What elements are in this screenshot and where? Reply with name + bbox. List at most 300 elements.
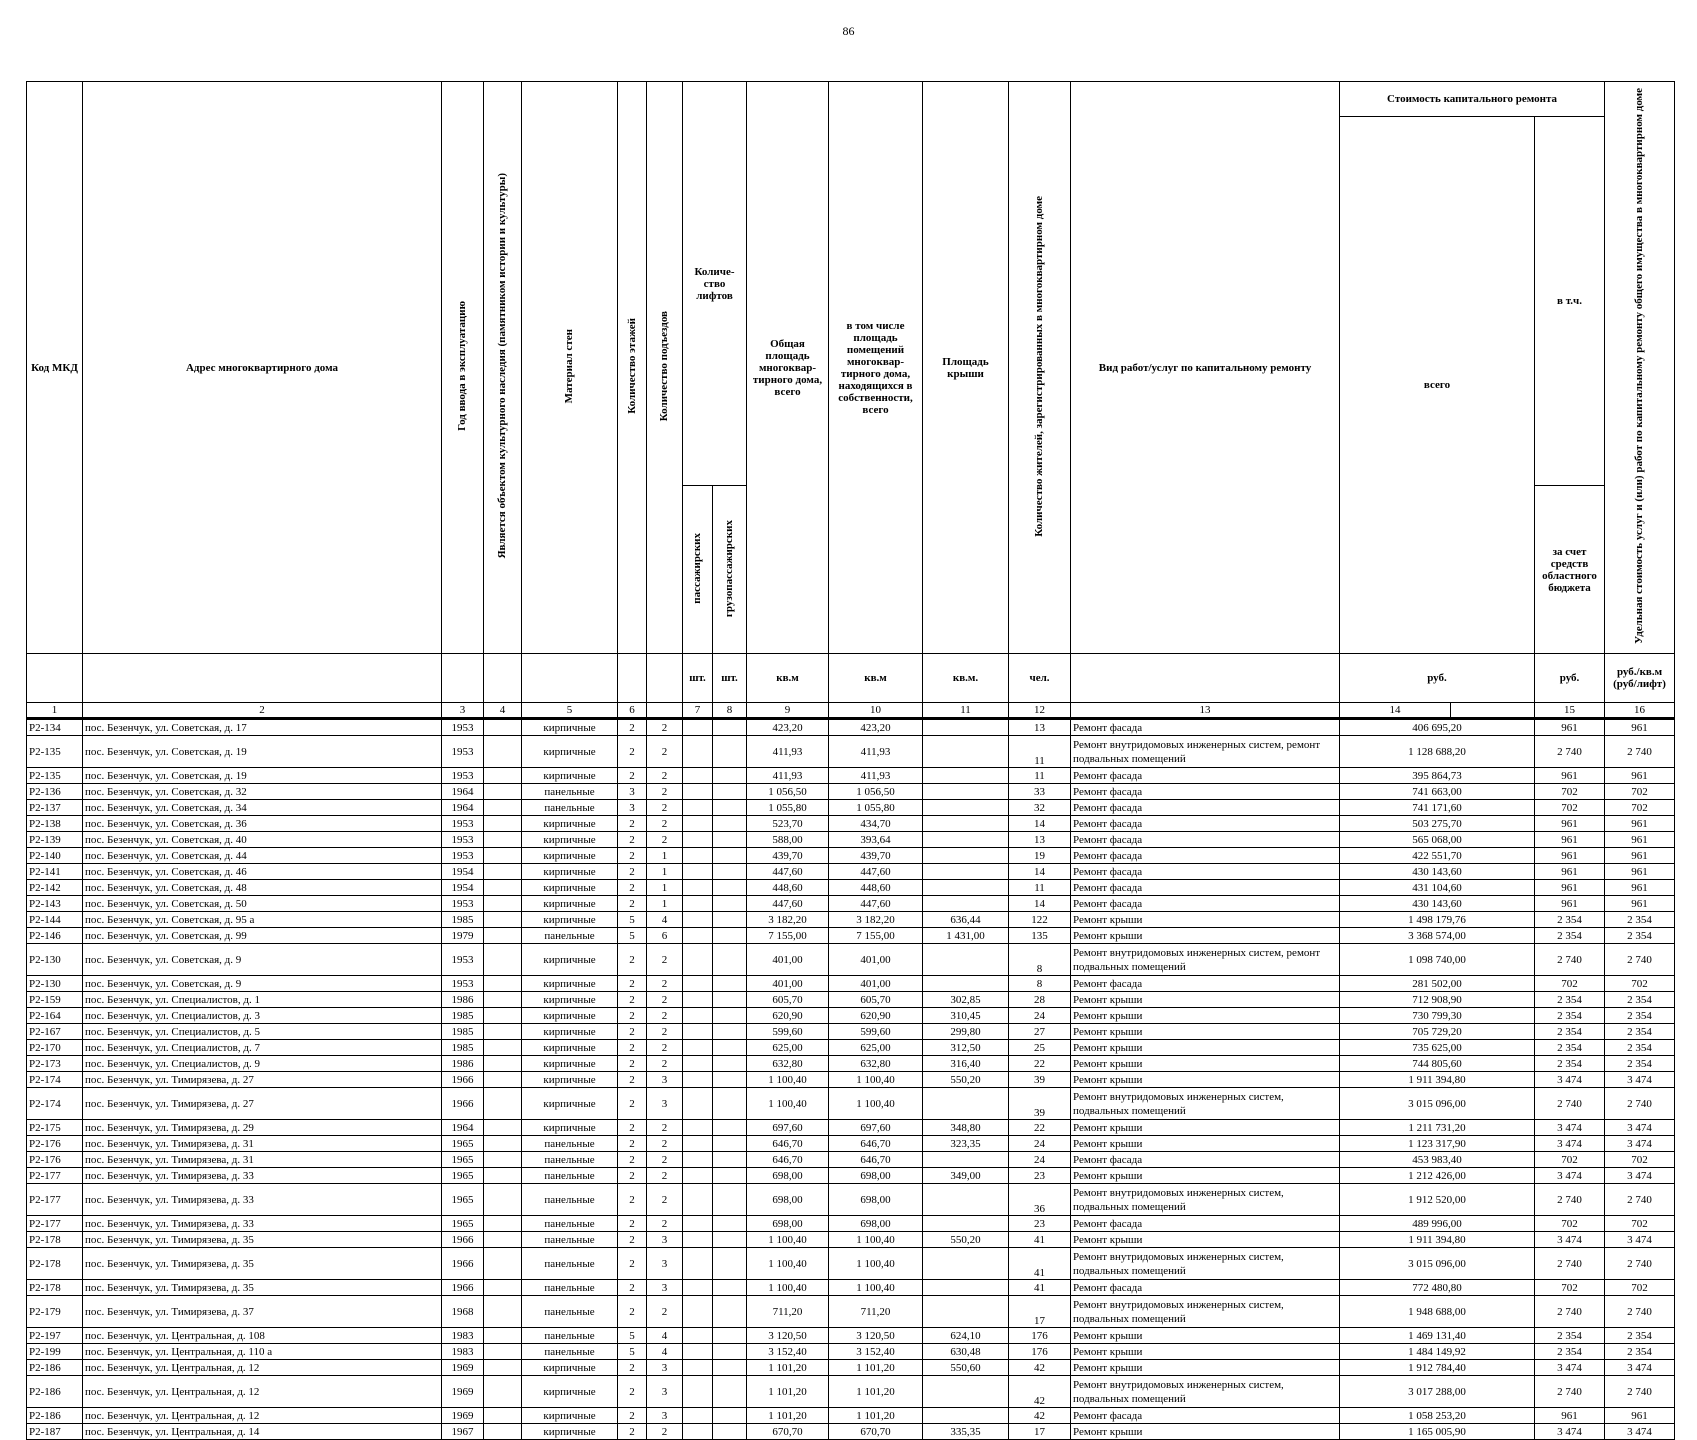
cell-owned-area: 1 056,50: [829, 784, 923, 800]
cell-lifts-pass: [683, 1216, 713, 1232]
cell-owned-area: 711,20: [829, 1296, 923, 1328]
cell-residents: 11: [1009, 736, 1071, 768]
cell-work-type: Ремонт крыши: [1071, 992, 1340, 1008]
cell-owned-area: 1 055,80: [829, 800, 923, 816]
cell-work-type: Ремонт крыши: [1071, 1136, 1340, 1152]
cell-total-area: 411,93: [747, 736, 829, 768]
cell-material: кирпичные: [522, 1008, 618, 1024]
cell-cost-total: 1 123 317,90: [1340, 1136, 1535, 1152]
cell-address: пос. Безенчук, ул. Советская, д. 9: [83, 944, 442, 976]
cell-lifts-pass: [683, 864, 713, 880]
cell-unit-cost: 3 474: [1535, 1136, 1605, 1152]
cell-code: Р2-143: [27, 896, 83, 912]
cell-owned-area: 605,70: [829, 992, 923, 1008]
cell-residents: 36: [1009, 1184, 1071, 1216]
cell-unit-cost: 2 354: [1535, 928, 1605, 944]
cell-year: 1985: [442, 912, 484, 928]
cell-total-area: 447,60: [747, 864, 829, 880]
table-row: [27, 784, 1675, 800]
cell-entrances: 2: [647, 1056, 683, 1072]
cell-year: 1969: [442, 1408, 484, 1424]
cell-heritage: [484, 1168, 522, 1184]
header-lifts-freight: грузопассажирских: [713, 486, 747, 654]
cell-floors: 2: [618, 816, 647, 832]
cell-owned-area: 434,70: [829, 816, 923, 832]
cell-lifts-freight: [713, 864, 747, 880]
cell-year: 1985: [442, 1024, 484, 1040]
cell-address: пос. Безенчук, ул. Советская, д. 9: [83, 976, 442, 992]
cell-address: пос. Безенчук, ул. Советская, д. 19: [83, 736, 442, 768]
header-incl: в т.ч.: [1535, 117, 1605, 486]
cell-limit-cost: 2 740: [1605, 1296, 1675, 1328]
cell-unit-cost: 2 354: [1535, 1056, 1605, 1072]
cell-code: Р2-176: [27, 1136, 83, 1152]
cell-lifts-pass: [683, 896, 713, 912]
cell-cost-total: 489 996,00: [1340, 1216, 1535, 1232]
cell-owned-area: 401,00: [829, 944, 923, 976]
cell-heritage: [484, 1328, 522, 1344]
cell-lifts-freight: [713, 1024, 747, 1040]
cell-residents: 41: [1009, 1280, 1071, 1296]
cell-floors: 2: [618, 896, 647, 912]
cell-heritage: [484, 784, 522, 800]
cell-cost-total: 741 663,00: [1340, 784, 1535, 800]
cell-material: кирпичные: [522, 1088, 618, 1120]
cell-unit-cost: 702: [1535, 1280, 1605, 1296]
cell-floors: 2: [618, 1088, 647, 1120]
cell-limit-cost: 2 740: [1605, 1088, 1675, 1120]
cell-material: кирпичные: [522, 864, 618, 880]
cell-residents: 23: [1009, 1168, 1071, 1184]
cell-cost-total: 1 948 688,00: [1340, 1296, 1535, 1328]
cell-unit-cost: 2 740: [1535, 1296, 1605, 1328]
cell-limit-cost: 961: [1605, 768, 1675, 784]
cell-code: Р2-178: [27, 1232, 83, 1248]
cell-owned-area: 698,00: [829, 1168, 923, 1184]
cell-unit-cost: 3 474: [1535, 1424, 1605, 1440]
cell-code: Р2-137: [27, 800, 83, 816]
cell-floors: 3: [618, 784, 647, 800]
cell-material: кирпичные: [522, 1056, 618, 1072]
cell-floors: 2: [618, 880, 647, 896]
cell-limit-cost: 3 474: [1605, 1072, 1675, 1088]
cell-year: 1954: [442, 864, 484, 880]
cell-total-area: 423,20: [747, 719, 829, 736]
cell-heritage: [484, 800, 522, 816]
cell-year: 1965: [442, 1184, 484, 1216]
cell-limit-cost: 2 740: [1605, 1184, 1675, 1216]
cell-floors: 2: [618, 976, 647, 992]
cell-heritage: [484, 736, 522, 768]
cell-entrances: 6: [647, 928, 683, 944]
header-residents: Количество жителей, зарегистрированных в многоквартирном доме: [1009, 82, 1071, 654]
cell-heritage: [484, 1056, 522, 1072]
cell-work-type: Ремонт внутридомовых инженерных систем, ремонт подвальных помещений: [1071, 736, 1340, 768]
column-number-row: [27, 703, 1675, 719]
cell-owned-area: 401,00: [829, 976, 923, 992]
cell-heritage: [484, 1232, 522, 1248]
table-row: [27, 928, 1675, 944]
cell-work-type: Ремонт фасада: [1071, 784, 1340, 800]
cell-lifts-pass: [683, 880, 713, 896]
cell-work-type: Ремонт фасада: [1071, 832, 1340, 848]
cell-owned-area: 632,80: [829, 1056, 923, 1072]
unit-total-area: кв.м: [747, 654, 829, 703]
cell-residents: 41: [1009, 1248, 1071, 1280]
cell-total-area: 447,60: [747, 896, 829, 912]
cell-owned-area: 447,60: [829, 864, 923, 880]
cell-total-area: 1 055,80: [747, 800, 829, 816]
cell-owned-area: 1 100,40: [829, 1280, 923, 1296]
table-row: [27, 880, 1675, 896]
cell-limit-cost: 702: [1605, 800, 1675, 816]
cell-residents: 42: [1009, 1360, 1071, 1376]
cell-year: 1964: [442, 784, 484, 800]
cell-total-area: 411,93: [747, 768, 829, 784]
cell-roof-area: [923, 976, 1009, 992]
cell-work-type: Ремонт крыши: [1071, 928, 1340, 944]
cell-roof-area: [923, 816, 1009, 832]
cell-year: 1953: [442, 816, 484, 832]
cell-material: панельные: [522, 1344, 618, 1360]
cell-lifts-pass: [683, 1248, 713, 1280]
cell-entrances: 2: [647, 944, 683, 976]
cell-entrances: 3: [647, 1232, 683, 1248]
cell-lifts-freight: [713, 784, 747, 800]
cell-roof-area: [923, 1088, 1009, 1120]
cell-unit-cost: 702: [1535, 784, 1605, 800]
cell-floors: 2: [618, 944, 647, 976]
cell-code: Р2-178: [27, 1248, 83, 1280]
cell-lifts-freight: [713, 736, 747, 768]
cell-cost-total: 1 212 426,00: [1340, 1168, 1535, 1184]
cell-entrances: 2: [647, 1216, 683, 1232]
cell-heritage: [484, 1136, 522, 1152]
cell-roof-area: [923, 896, 1009, 912]
cell-address: пос. Безенчук, ул. Специалистов, д. 9: [83, 1056, 442, 1072]
cell-limit-cost: 961: [1605, 1408, 1675, 1424]
cell-year: 1964: [442, 800, 484, 816]
cell-address: пос. Безенчук, ул. Советская, д. 32: [83, 784, 442, 800]
cell-roof-area: [923, 1280, 1009, 1296]
cell-owned-area: 1 100,40: [829, 1232, 923, 1248]
cell-roof-area: 302,85: [923, 992, 1009, 1008]
cell-total-area: 7 155,00: [747, 928, 829, 944]
cell-residents: 22: [1009, 1120, 1071, 1136]
table-row: [27, 1152, 1675, 1168]
header-roof-area: Площадь крыши: [923, 82, 1009, 654]
cell-roof-area: [923, 736, 1009, 768]
cell-cost-total: 735 625,00: [1340, 1040, 1535, 1056]
cell-heritage: [484, 1248, 522, 1280]
colnum: [1451, 703, 1535, 719]
cell-residents: 14: [1009, 816, 1071, 832]
table-row: [27, 1296, 1675, 1328]
cell-total-area: 605,70: [747, 992, 829, 1008]
table-row: [27, 1408, 1675, 1424]
header-code: Код МКД: [27, 82, 83, 654]
cell-total-area: 1 101,20: [747, 1408, 829, 1424]
header-material: Материал стен: [522, 82, 618, 654]
cell-code: Р2-167: [27, 1024, 83, 1040]
cell-unit-cost: 2 354: [1535, 1008, 1605, 1024]
cell-code: Р2-140: [27, 848, 83, 864]
cell-cost-total: 3 017 288,00: [1340, 1376, 1535, 1408]
capital-repair-table: [26, 81, 1675, 1440]
cell-entrances: 2: [647, 736, 683, 768]
cell-material: кирпичные: [522, 1376, 618, 1408]
cell-address: пос. Безенчук, ул. Советская, д. 17: [83, 719, 442, 736]
cell-floors: 2: [618, 1168, 647, 1184]
cell-owned-area: 670,70: [829, 1424, 923, 1440]
cell-owned-area: 3 152,40: [829, 1344, 923, 1360]
cell-roof-area: [923, 1152, 1009, 1168]
cell-address: пос. Безенчук, ул. Тимирязева, д. 35: [83, 1232, 442, 1248]
cell-address: пос. Безенчук, ул. Центральная, д. 110 а: [83, 1344, 442, 1360]
cell-limit-cost: 961: [1605, 848, 1675, 864]
cell-code: Р2-199: [27, 1344, 83, 1360]
cell-total-area: 1 101,20: [747, 1360, 829, 1376]
cell-roof-area: 310,45: [923, 1008, 1009, 1024]
cell-owned-area: 625,00: [829, 1040, 923, 1056]
cell-floors: 2: [618, 1024, 647, 1040]
cell-address: пос. Безенчук, ул. Советская, д. 44: [83, 848, 442, 864]
cell-limit-cost: 702: [1605, 1280, 1675, 1296]
cell-lifts-freight: [713, 1040, 747, 1056]
cell-address: пос. Безенчук, ул. Тимирязева, д. 37: [83, 1296, 442, 1328]
unit-owned-area: кв.м: [829, 654, 923, 703]
cell-address: пос. Безенчук, ул. Тимирязева, д. 31: [83, 1136, 442, 1152]
cell-owned-area: 1 101,20: [829, 1408, 923, 1424]
cell-material: панельные: [522, 1152, 618, 1168]
cell-total-area: 3 152,40: [747, 1344, 829, 1360]
cell-lifts-pass: [683, 1072, 713, 1088]
cell-total-area: 3 120,50: [747, 1328, 829, 1344]
cell-year: 1969: [442, 1360, 484, 1376]
cell-cost-total: 430 143,60: [1340, 864, 1535, 880]
cell-floors: 2: [618, 864, 647, 880]
cell-lifts-pass: [683, 719, 713, 736]
cell-unit-cost: 702: [1535, 976, 1605, 992]
cell-year: 1979: [442, 928, 484, 944]
cell-material: кирпичные: [522, 880, 618, 896]
cell-floors: 2: [618, 736, 647, 768]
cell-material: кирпичные: [522, 1360, 618, 1376]
colnum: 9: [747, 703, 829, 719]
table-row: [27, 1040, 1675, 1056]
header-work-type: Вид работ/услуг по капитальному ремонту: [1071, 82, 1340, 654]
cell-lifts-pass: [683, 976, 713, 992]
cell-entrances: 4: [647, 912, 683, 928]
header-lifts-passenger: пассажирских: [683, 486, 713, 654]
cell-code: Р2-130: [27, 944, 83, 976]
cell-limit-cost: 3 474: [1605, 1120, 1675, 1136]
cell-entrances: 2: [647, 1296, 683, 1328]
cell-residents: 27: [1009, 1024, 1071, 1040]
header-heritage: Является объектом культурного наследия (памятником истории и культуры): [484, 82, 522, 654]
cell-material: панельные: [522, 1168, 618, 1184]
cell-floors: 2: [618, 1248, 647, 1280]
cell-roof-area: [923, 800, 1009, 816]
table-row: [27, 1056, 1675, 1072]
cell-work-type: Ремонт внутридомовых инженерных систем, подвальных помещений: [1071, 1248, 1340, 1280]
cell-work-type: Ремонт фасада: [1071, 976, 1340, 992]
cell-material: кирпичные: [522, 912, 618, 928]
cell-roof-area: [923, 832, 1009, 848]
cell-code: Р2-187: [27, 1424, 83, 1440]
cell-roof-area: [923, 1248, 1009, 1280]
cell-unit-cost: 702: [1535, 1216, 1605, 1232]
cell-year: 1953: [442, 768, 484, 784]
cell-code: Р2-136: [27, 784, 83, 800]
cell-entrances: 2: [647, 1120, 683, 1136]
cell-floors: 2: [618, 1184, 647, 1216]
cell-address: пос. Безенчук, ул. Советская, д. 95 а: [83, 912, 442, 928]
cell-owned-area: 1 100,40: [829, 1072, 923, 1088]
cell-limit-cost: 2 354: [1605, 1056, 1675, 1072]
cell-unit-cost: 2 740: [1535, 1376, 1605, 1408]
cell-total-area: 599,60: [747, 1024, 829, 1040]
cell-cost-total: 1 128 688,20: [1340, 736, 1535, 768]
cell-entrances: 2: [647, 800, 683, 816]
cell-work-type: Ремонт фасада: [1071, 896, 1340, 912]
cell-lifts-freight: [713, 1120, 747, 1136]
table-row: [27, 1248, 1675, 1280]
cell-heritage: [484, 1024, 522, 1040]
cell-roof-area: 630,48: [923, 1344, 1009, 1360]
header-entrances: Количество подъездов: [647, 82, 683, 654]
cell-entrances: 3: [647, 1360, 683, 1376]
cell-unit-cost: 961: [1535, 816, 1605, 832]
cell-residents: 25: [1009, 1040, 1071, 1056]
table-row: [27, 1072, 1675, 1088]
cell-roof-area: 550,20: [923, 1072, 1009, 1088]
cell-limit-cost: 961: [1605, 832, 1675, 848]
cell-address: пос. Безенчук, ул. Советская, д. 40: [83, 832, 442, 848]
cell-cost-total: 1 058 253,20: [1340, 1408, 1535, 1424]
table-row: [27, 912, 1675, 928]
cell-residents: 17: [1009, 1424, 1071, 1440]
cell-work-type: Ремонт крыши: [1071, 1008, 1340, 1024]
cell-work-type: Ремонт крыши: [1071, 1328, 1340, 1344]
cell-unit-cost: 961: [1535, 864, 1605, 880]
cell-year: 1953: [442, 976, 484, 992]
table-row: [27, 1360, 1675, 1376]
cell-work-type: Ремонт крыши: [1071, 1344, 1340, 1360]
cell-year: 1965: [442, 1136, 484, 1152]
cell-limit-cost: 3 474: [1605, 1360, 1675, 1376]
cell-address: пос. Безенчук, ул. Тимирязева, д. 33: [83, 1216, 442, 1232]
cell-code: Р2-164: [27, 1008, 83, 1024]
cell-lifts-pass: [683, 1136, 713, 1152]
cell-entrances: 4: [647, 1328, 683, 1344]
unit-heritage: [484, 654, 522, 703]
header-owned-area: в том числе площадь помещений многоквар-тирного дома, находящихся в собственности, всего: [829, 82, 923, 654]
cell-cost-total: 395 864,73: [1340, 768, 1535, 784]
header-lifts: Количе-ство лифтов: [683, 82, 747, 486]
cell-limit-cost: 2 354: [1605, 1040, 1675, 1056]
cell-owned-area: 411,93: [829, 736, 923, 768]
cell-owned-area: 698,00: [829, 1184, 923, 1216]
cell-cost-total: 1 211 731,20: [1340, 1120, 1535, 1136]
cell-residents: 39: [1009, 1072, 1071, 1088]
cell-heritage: [484, 864, 522, 880]
cell-residents: 24: [1009, 1136, 1071, 1152]
cell-unit-cost: 961: [1535, 1408, 1605, 1424]
cell-heritage: [484, 1120, 522, 1136]
cell-entrances: 2: [647, 976, 683, 992]
cell-limit-cost: 2 354: [1605, 912, 1675, 928]
cell-work-type: Ремонт крыши: [1071, 1120, 1340, 1136]
cell-total-area: 697,60: [747, 1120, 829, 1136]
cell-lifts-freight: [713, 1360, 747, 1376]
cell-year: 1954: [442, 880, 484, 896]
cell-limit-cost: 3 474: [1605, 1424, 1675, 1440]
cell-address: пос. Безенчук, ул. Центральная, д. 12: [83, 1360, 442, 1376]
cell-lifts-pass: [683, 1120, 713, 1136]
cell-material: панельные: [522, 1136, 618, 1152]
cell-total-area: 1 100,40: [747, 1248, 829, 1280]
cell-lifts-pass: [683, 1088, 713, 1120]
cell-lifts-pass: [683, 1376, 713, 1408]
cell-lifts-pass: [683, 1424, 713, 1440]
table-row: [27, 1376, 1675, 1408]
cell-cost-total: 3 015 096,00: [1340, 1248, 1535, 1280]
cell-limit-cost: 961: [1605, 864, 1675, 880]
cell-owned-area: 7 155,00: [829, 928, 923, 944]
cell-floors: 2: [618, 1152, 647, 1168]
cell-cost-total: 705 729,20: [1340, 1024, 1535, 1040]
cell-floors: 2: [618, 1232, 647, 1248]
cell-year: 1969: [442, 1376, 484, 1408]
cell-work-type: Ремонт фасада: [1071, 1408, 1340, 1424]
cell-floors: 2: [618, 719, 647, 736]
cell-total-area: 439,70: [747, 848, 829, 864]
cell-total-area: 646,70: [747, 1152, 829, 1168]
header-total-area: Общая площадь многоквар-тирного дома, всего: [747, 82, 829, 654]
cell-lifts-freight: [713, 1056, 747, 1072]
cell-roof-area: [923, 1408, 1009, 1424]
cell-lifts-pass: [683, 912, 713, 928]
cell-cost-total: 3 368 574,00: [1340, 928, 1535, 944]
table-row: [27, 768, 1675, 784]
cell-unit-cost: 2 740: [1535, 1248, 1605, 1280]
unit-year: [442, 654, 484, 703]
cell-year: 1953: [442, 719, 484, 736]
cell-heritage: [484, 816, 522, 832]
cell-owned-area: 423,20: [829, 719, 923, 736]
table-row: [27, 1424, 1675, 1440]
cell-limit-cost: 3 474: [1605, 1168, 1675, 1184]
cell-lifts-pass: [683, 1040, 713, 1056]
colnum: 8: [713, 703, 747, 719]
cell-code: Р2-173: [27, 1056, 83, 1072]
cell-material: кирпичные: [522, 1408, 618, 1424]
cell-roof-area: [923, 784, 1009, 800]
cell-code: Р2-175: [27, 1120, 83, 1136]
cell-year: 1966: [442, 1072, 484, 1088]
cell-lifts-pass: [683, 816, 713, 832]
cell-lifts-freight: [713, 1376, 747, 1408]
cell-heritage: [484, 976, 522, 992]
cell-unit-cost: 961: [1535, 768, 1605, 784]
cell-residents: 176: [1009, 1344, 1071, 1360]
cell-floors: 2: [618, 1296, 647, 1328]
cell-heritage: [484, 992, 522, 1008]
cell-floors: 2: [618, 768, 647, 784]
cell-entrances: 2: [647, 1136, 683, 1152]
cell-residents: 11: [1009, 880, 1071, 896]
